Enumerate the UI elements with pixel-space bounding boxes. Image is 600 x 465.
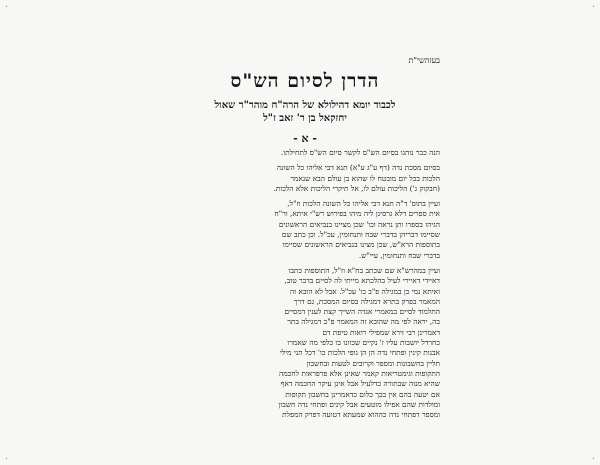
- corner-mark: ·: [4, 454, 9, 463]
- text-line: הגיהו בספרו ותן נראה וכו' שכן מציינו בנביאים הראשונים: [278, 219, 440, 229]
- text-line: ומספר דפתחי נדה כההוא שמעתא דטועה דפרק המפלת: [282, 410, 440, 420]
- text-line: אבנות קינין ופתחי נדה הן הן גופי הלכות כו' דכל הני מילי: [279, 348, 440, 358]
- page-title: הדרן לסיום הש"ס: [230, 70, 380, 92]
- paragraph: [170, 163, 440, 194]
- text-line: בה, יראה לפי מה שהובא זה המאמר פ"ב דמגילה בתר: [287, 317, 440, 327]
- text-line: בתוספות הרא"ש, שכן מצינו בנביאים הראשונים שסיימו: [282, 240, 440, 250]
- text-line: ועיין במהרש"א שם שכתב בח"א וז"ל, התוספות כתבו: [288, 265, 440, 275]
- text-line: דאיידי דאיירי לעיל בהלכתא מייתי לה לסיים בדבר טוב,: [284, 276, 440, 286]
- subtitle-line: יחזקאל בן ר' זאב ז"ל: [263, 113, 347, 124]
- corner-mark: ·: [591, 454, 596, 463]
- text-line: דאמרינן רבי זירא שמפילי רואות טיפת דם: [322, 327, 440, 337]
- paragraph: [170, 266, 440, 420]
- text-line: בסיום מסכת נדה (דף ע"ג ע"א) תנא דבי אליהו כל השונה: [276, 163, 440, 173]
- corner-mark: ·: [4, 2, 9, 11]
- text-line: שסיימו דבריהן בדברי שבח ותנחומין, עכ"ל. וכן כתב שם: [281, 230, 440, 240]
- text-line: שהיא מנוה שבתורה כדלעיל אבל אינן עיקר החכמה דאף: [280, 379, 440, 389]
- text-line: הנה כבר נוהגו בסיום הש"ס לקשר סיום הש"ס לתחילתו.: [280, 148, 440, 157]
- subtitle-line: לכבוד יומא דהילולא של הרה"ח מוהר"ר שאול: [214, 100, 396, 111]
- text-line: הלכות בכל יום מובטח לו שהוא בן עולם הבא שנאמר: [290, 173, 440, 183]
- text-line: (חבקוק ג') הליכות עולם לו, אל תיקרי הליכות אלא הלכות.: [273, 183, 440, 193]
- text-line: תליין בחשבונות ומספר וקרובים לטעות ובחשבון: [306, 358, 440, 368]
- subtitle: [170, 99, 440, 125]
- section-marker: - א -: [293, 132, 317, 145]
- text-line: התקופות וגימטריאות קאמר שאינן אלא פרפראות לחכמה: [278, 368, 440, 378]
- text-line: המאמר בפרק בתרא דמגילה בסיום המסכת, גם דרך: [293, 296, 440, 306]
- text-line: כחרדל יושבות עליו ז' נקיים שכוונו בו כלפי מה שאמרו: [287, 338, 440, 348]
- paragraph: [170, 199, 440, 261]
- body-text: [170, 148, 440, 425]
- text-line: ואיתא נמי כן במגילה פ"ב כו' עכ"ל. אבל לא הובא זה: [289, 286, 440, 296]
- text-line: ומולדות שהם אפילו מוטעים אבל קינים ופתחי נדה חשבון: [278, 399, 440, 409]
- heading-abbreviation: בעזהשי"ת: [408, 56, 440, 65]
- text-line: ועיין בתוס' ד"ה תנא דבי אליהו כל השונה הלכות וז"ל,: [287, 199, 440, 209]
- text-line: בדברי שבח ותנחומין, עיי"ש.: [358, 250, 440, 260]
- paragraph: [170, 148, 440, 158]
- text-line: אית ספרים דלא גרסינן ליה מיהו בפירוש רש"י איתא, ור"ח: [274, 209, 440, 219]
- text-line: התלמוד לסיים במאמרי אגדה השייך קצת לענין דמסיים: [284, 307, 440, 317]
- corner-mark: ·: [591, 2, 596, 11]
- text-line: אם יטעה בהם אין בכך כלום כדאמרינן בחשבון תקופות: [285, 389, 440, 399]
